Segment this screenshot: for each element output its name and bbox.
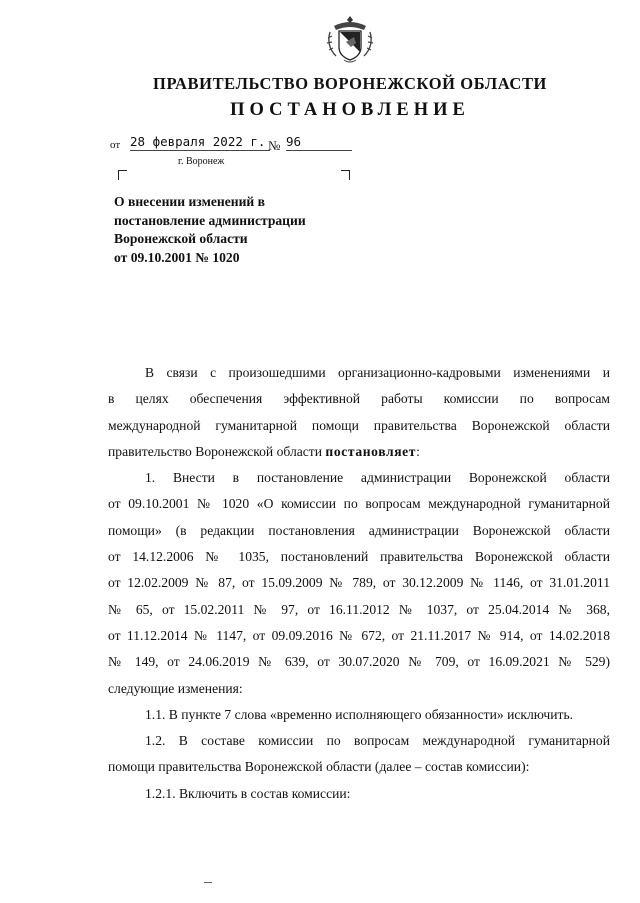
subject-corner-right xyxy=(341,170,350,180)
subject-line: Воронежской области xyxy=(114,231,248,246)
body-line: от 09.10.2001 № 1020 «О комиссии по вопросам международной гуманитарной xyxy=(108,496,610,512)
body-line: в целях обеспечения эффективной работы комиссии по вопросам xyxy=(108,391,610,407)
government-title: ПРАВИТЕЛЬСТВО ВОРОНЕЖСКОЙ ОБЛАСТИ xyxy=(153,74,547,93)
page-mark xyxy=(204,882,212,883)
body-line: 1. Внести в постановление администрации Воронежской области xyxy=(145,470,610,486)
body-line: международной гуманитарной помощи правительства Воронежской области xyxy=(108,417,610,433)
body-text-span: правительство Воронежской области xyxy=(108,443,326,459)
date-prefix: от xyxy=(110,139,121,151)
document-date: 28 февраля 2022 г. xyxy=(130,134,270,151)
subject-line: от 09.10.2001 № 1020 xyxy=(114,249,240,265)
body-line: 1.1. В пункте 7 слова «временно исполняющего обязанности» исключить. xyxy=(145,706,574,722)
document-body xyxy=(108,360,610,807)
body-line: В связи с произошедшими организационно-кадровыми изменениями и xyxy=(145,365,610,380)
number-sign: № xyxy=(268,138,281,153)
date-number-row xyxy=(110,134,370,154)
body-line: от 11.12.2014 № 1147, от 09.09.2016 № 672, от 21.11.2017 № 914, от 14.02.2018 xyxy=(108,627,610,643)
city-label: г. Воронеж xyxy=(178,156,225,167)
subject-corner-left xyxy=(118,170,127,180)
subject-line: постановление администрации xyxy=(114,212,306,228)
body-line: помощи правительства Воронежской области (далее – состав комиссии): xyxy=(108,759,530,775)
body-line: от 14.12.2006 № 1035, постановлений правительства Воронежской области xyxy=(108,549,610,565)
document-type-title: ПОСТАНОВЛЕНИЕ xyxy=(230,100,470,120)
body-line: от 12.02.2009 № 87, от 15.09.2009 № 789, от 30.12.2009 № 1146, от 31.01.2011 xyxy=(108,575,610,591)
document-number: 96 xyxy=(286,134,352,151)
body-line: 1.2. В составе комиссии по вопросам международной гуманитарной xyxy=(145,733,610,749)
body-line: помощи» (в редакции постановления администрации Воронежской области xyxy=(108,522,610,538)
body-line: 1.2.1. Включить в состав комиссии: xyxy=(145,785,351,801)
body-text-span: : xyxy=(416,443,420,459)
body-line: № 65, от 15.02.2011 № 97, от 16.11.2012 № 1037, от 25.04.2014 № 368, xyxy=(108,601,610,617)
resolution-keyword: постановляет xyxy=(325,443,417,459)
body-line: следующие изменения: xyxy=(108,680,243,696)
subject-line: О внесении изменений в xyxy=(114,194,265,209)
document-subject xyxy=(114,193,374,267)
body-line: № 149, от 24.06.2019 № 639, от 30.07.2020 № 709, от 16.09.2021 № 529) xyxy=(108,654,610,670)
coat-of-arms-emblem xyxy=(324,12,376,68)
body-line xyxy=(108,439,610,465)
